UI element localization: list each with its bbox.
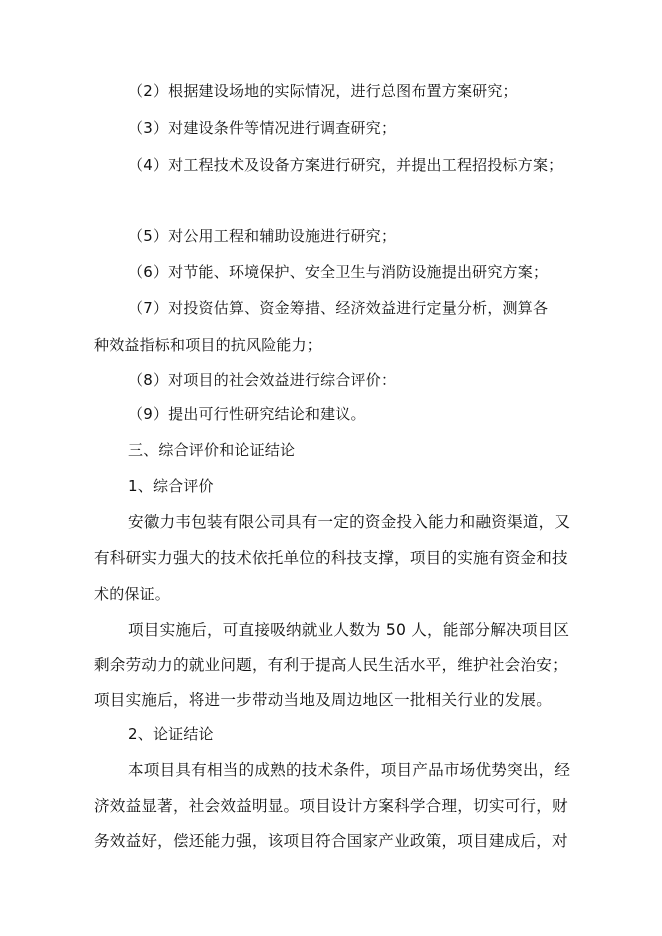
subsection-heading-1: 1、综合评价 <box>128 477 214 495</box>
paragraph-3-line-1: 本项目具有相当的成熟的技术条件，项目产品市场优势突出，经 <box>128 761 571 779</box>
paragraph-3-line-2: 济效益显著，社会效益明显。项目设计方案科学合理，切实可行，财 <box>94 797 568 815</box>
paragraph-1-line-1: 安徽力韦包装有限公司具有一定的资金投入能力和融资渠道，又 <box>128 513 571 531</box>
paragraph-2-line-2: 剩余劳动力的就业问题，有利于提高人民生活水平，维护社会治安； <box>94 656 568 674</box>
list-item-8: （8）对项目的社会效益进行综合评价： <box>128 371 397 389</box>
list-item-7: （7）对投资估算、资金筹措、经济效益进行定量分析，测算各 <box>128 299 549 317</box>
list-item-2: （2）根据建设场地的实际情况，进行总图布置方案研究； <box>128 82 518 100</box>
paragraph-3-line-3: 务效益好，偿还能力强，该项目符合国家产业政策，项目建成后，对 <box>94 832 568 850</box>
list-item-9: （9）提出可行性研究结论和建议。 <box>128 405 366 423</box>
paragraph-2-line-3: 项目实施后，将进一步带动当地及周边地区一批相关行业的发展。 <box>94 691 553 709</box>
paragraph-2-line-1: 项目实施后，可直接吸纳就业人数为 50 人，能部分解决项目区 <box>128 621 570 639</box>
subsection-heading-2: 2、论证结论 <box>128 725 214 743</box>
section-heading: 三、综合评价和论证结论 <box>128 441 296 459</box>
list-item-4: （4）对工程技术及设备方案进行研究，并提出工程招投标方案； <box>128 156 564 174</box>
paragraph-1-line-2: 有科研实力强大的技术依托单位的科技支撑，项目的实施有资金和技 <box>94 549 568 567</box>
list-item-5: （5）对公用工程和辅助设施进行研究； <box>128 227 397 245</box>
list-item-7-continued: 种效益指标和项目的抗风险能力； <box>94 336 323 354</box>
list-item-6: （6）对节能、环境保护、安全卫生与消防设施提出研究方案； <box>128 263 549 281</box>
paragraph-1-line-3: 术的保证。 <box>94 585 171 603</box>
list-item-3: （3）对建设条件等情况进行调查研究； <box>128 119 397 137</box>
